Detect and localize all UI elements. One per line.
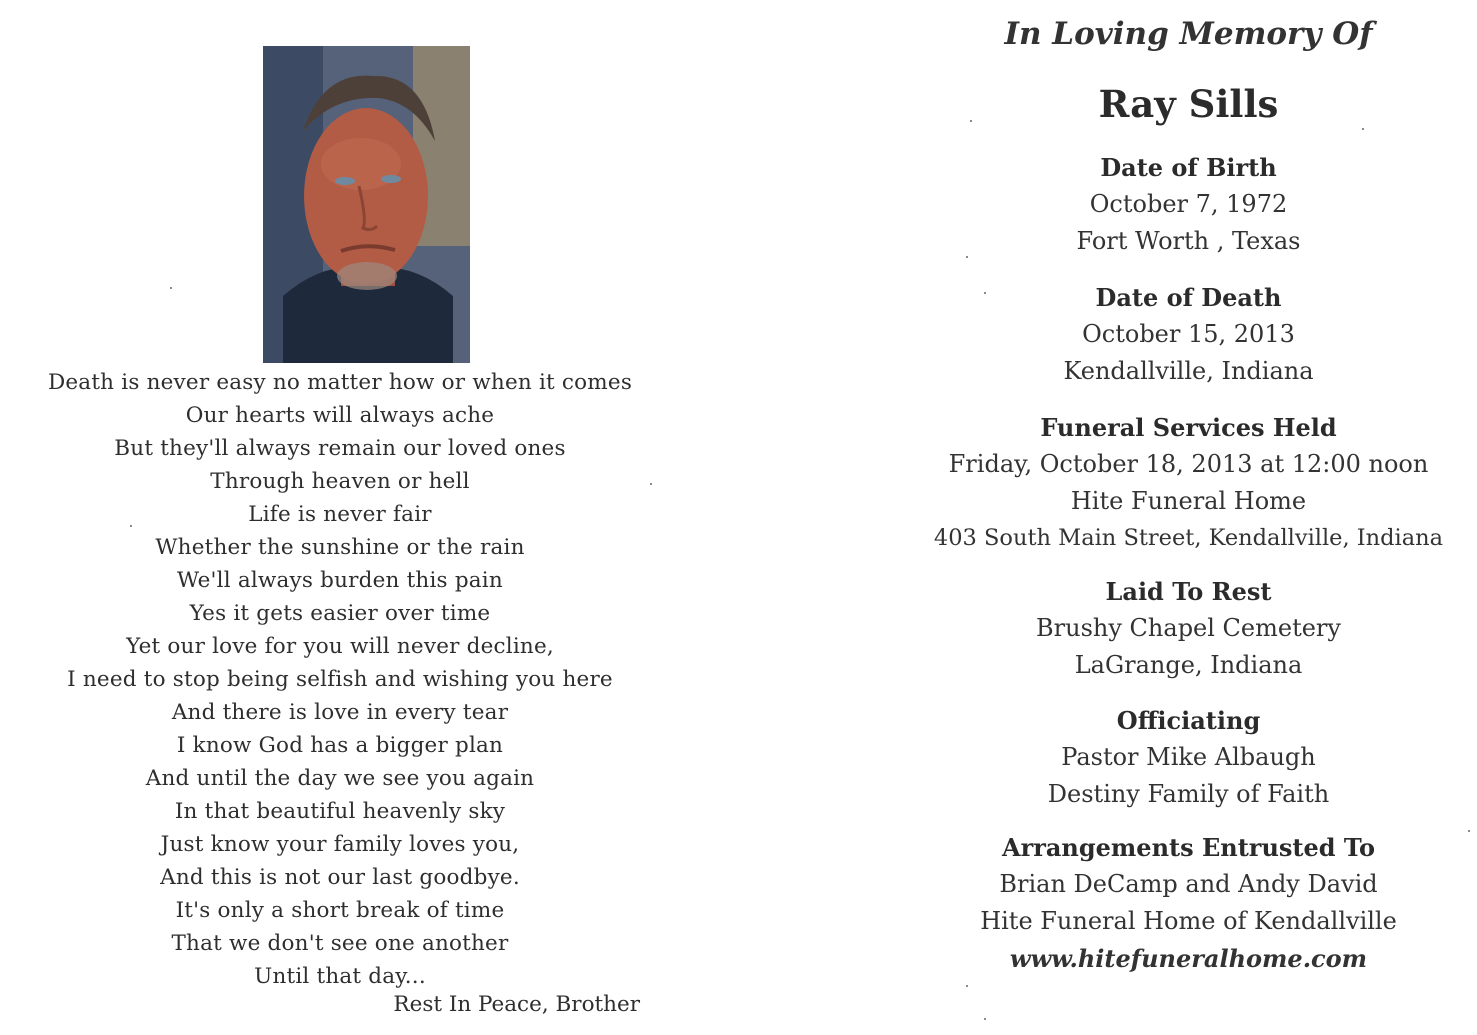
officiating-church: Destiny Family of Faith: [1047, 780, 1330, 808]
scan-speck: [984, 292, 986, 294]
poem-line: Our hearts will always ache: [185, 403, 495, 428]
poem-line: It's only a short break of time: [175, 898, 505, 923]
website-link[interactable]: www.hitefuneralhome.com: [1009, 944, 1368, 973]
arrangements-people: Brian DeCamp and Andy David: [999, 870, 1378, 898]
services-venue: Hite Funeral Home: [1070, 487, 1307, 515]
rest-title: Laid To Rest: [1105, 577, 1272, 606]
death-section: [900, 279, 1477, 390]
poem-line: And this is not our last goodbye.: [160, 865, 520, 890]
poem-line: Life is never fair: [248, 502, 432, 527]
birth-title: Date of Birth: [1100, 153, 1277, 182]
arrangements-title: Arrangements Entrusted To: [1001, 833, 1376, 862]
poem-line: Yet our love for you will never decline,: [126, 634, 554, 659]
services-title: Funeral Services Held: [1040, 413, 1337, 442]
poem-line: Whether the sunshine or the rain: [155, 535, 525, 560]
portrait-illustration: [263, 46, 470, 363]
scan-speck: [170, 287, 172, 289]
scan-speck: [1468, 830, 1470, 832]
deceased-name: Ray Sills: [1098, 82, 1279, 126]
left-panel: [0, 0, 700, 1035]
services-section: [900, 409, 1477, 557]
poem-line: We'll always burden this pain: [177, 568, 503, 593]
right-panel: [900, 0, 1477, 1035]
death-title: Date of Death: [1095, 283, 1282, 312]
death-date: October 15, 2013: [1082, 320, 1295, 348]
poem-line: Until that day...: [254, 964, 426, 989]
scan-speck: [650, 483, 652, 485]
birth-date: October 7, 1972: [1089, 190, 1288, 218]
scan-speck: [984, 1018, 986, 1020]
rest-section: [900, 573, 1477, 684]
rest-place: LaGrange, Indiana: [1074, 651, 1303, 679]
poem: [30, 366, 650, 993]
poem-line: Just know your family loves you,: [160, 832, 520, 857]
poem-line: In that beautiful heavenly sky: [174, 799, 506, 824]
poem-signoff: Rest In Peace, Brother: [393, 992, 640, 1017]
portrait-photo: [263, 46, 470, 363]
poem-line: And until the day we see you again: [145, 766, 535, 791]
death-place: Kendallville, Indiana: [1063, 357, 1314, 385]
scan-speck: [130, 525, 132, 527]
scan-speck: [966, 256, 968, 258]
birth-section: [900, 149, 1477, 260]
poem-line: That we don't see one another: [171, 931, 509, 956]
poem-line: I know God has a bigger plan: [176, 733, 504, 758]
services-datetime: Friday, October 18, 2013 at 12:00 noon: [948, 450, 1429, 478]
poem-line: Yes it gets easier over time: [189, 601, 491, 626]
memory-title: In Loving Memory Of: [1004, 16, 1373, 52]
rest-cemetery: Brushy Chapel Cemetery: [1036, 614, 1341, 642]
arrangements-home: Hite Funeral Home of Kendallville: [980, 907, 1397, 935]
poem-line: And there is love in every tear: [171, 700, 509, 725]
scan-speck: [970, 120, 972, 122]
services-address: 403 South Main Street, Kendallville, Indiana: [933, 525, 1444, 551]
poem-line: Death is never easy no matter how or when it comes: [47, 370, 633, 395]
poem-line: Through heaven or hell: [210, 469, 470, 494]
officiating-title: Officiating: [1116, 706, 1261, 735]
arrangements-section: [900, 829, 1477, 977]
poem-line: But they'll always remain our loved ones: [114, 436, 566, 461]
officiating-pastor: Pastor Mike Albaugh: [1061, 743, 1316, 771]
birth-place: Fort Worth , Texas: [1076, 227, 1301, 255]
poem-line: I need to stop being selfish and wishing you here: [67, 667, 613, 692]
officiating-section: [900, 702, 1477, 813]
scan-speck: [1362, 128, 1364, 130]
scan-speck: [966, 985, 968, 987]
